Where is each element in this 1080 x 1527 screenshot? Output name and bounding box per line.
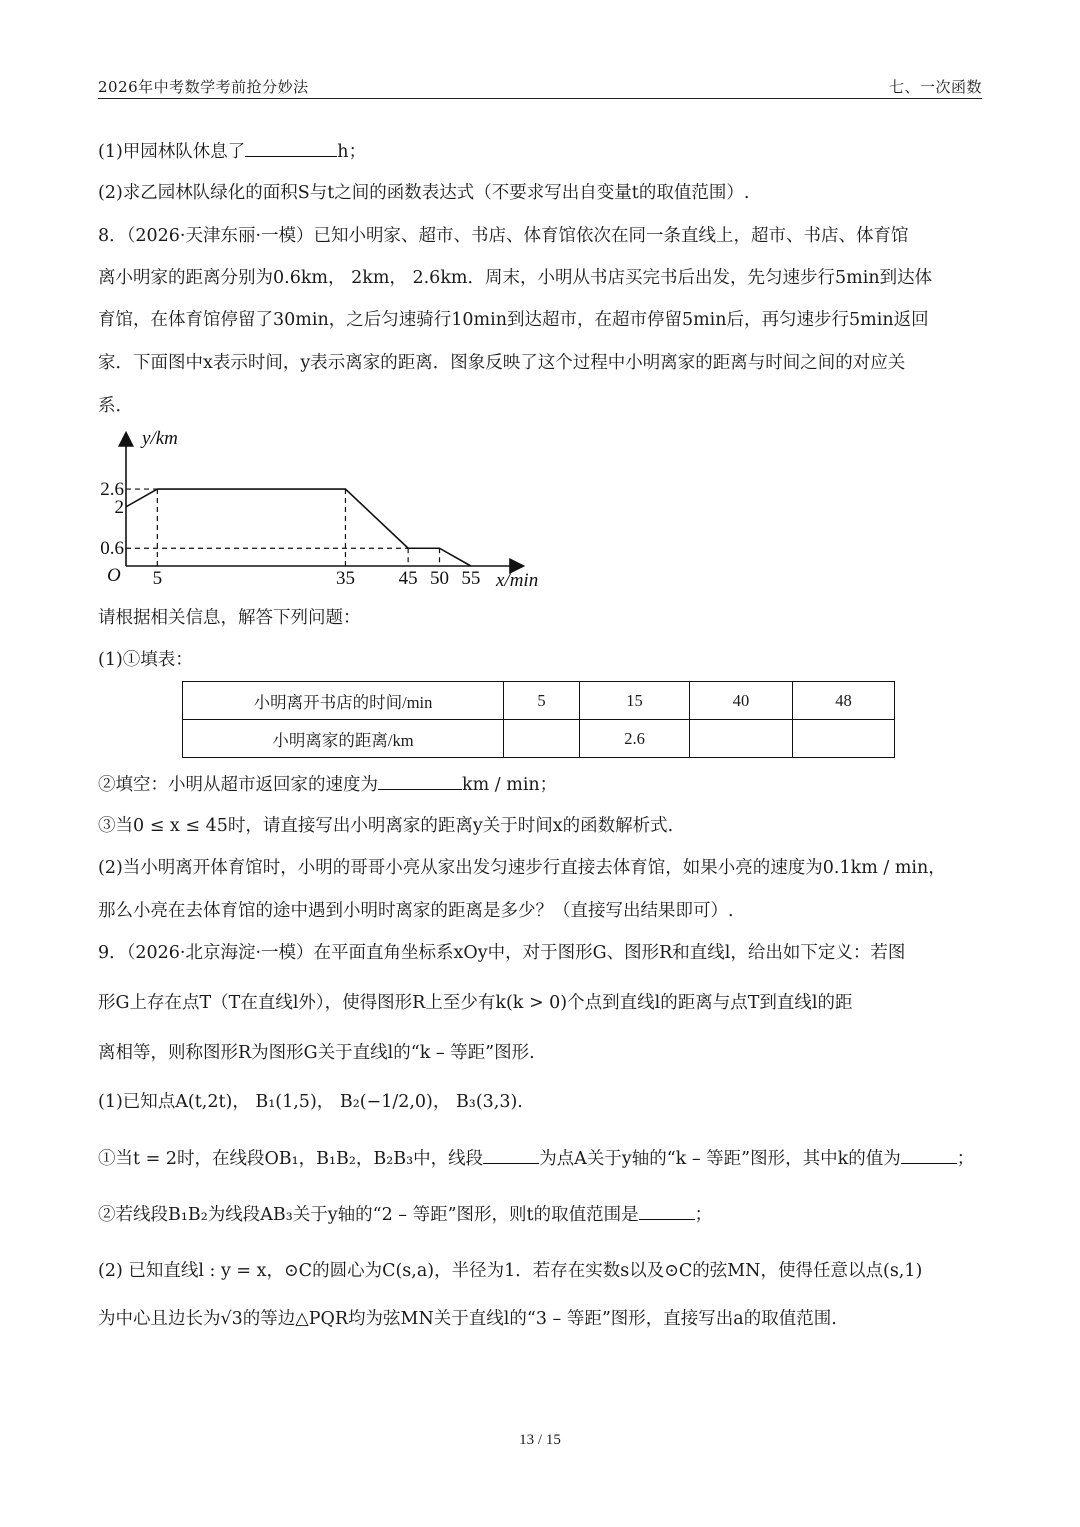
q9-stem-line1: 9．（2026·北京海淀·一模）在平面直角坐标系xOy中，对于图形G、图形R和直线l，给出如下定义：若图 <box>98 943 906 963</box>
table-cell: 40 <box>690 682 793 720</box>
x-tick-label: 55 <box>461 568 481 589</box>
q8-stem-line5: 系． <box>98 396 133 416</box>
y-tick-label: 0.6 <box>100 538 124 560</box>
answer-blank[interactable] <box>639 1201 695 1220</box>
q9-part1: (1)已知点A(t,2t)， B₁(1,5)， B₂(−1/2,0)， B₃(3,3). <box>98 1092 523 1112</box>
y-tick-label: 2.6 <box>100 479 124 501</box>
q8-sub3: ③当0 ≤ x ≤ 45时，请直接写出小明离家的距离y关于时间x的函数解析式. <box>98 816 674 836</box>
page-header <box>98 74 982 99</box>
table-answer-cell[interactable] <box>690 720 793 758</box>
q8-prompt: 请根据相关信息，解答下列问题： <box>98 608 361 628</box>
q7-part2: (2)求乙园林队绿化的面积S与t之间的函数表达式（不要求写出自变量t的取值范围）. <box>98 183 750 203</box>
q7-part1: (1)甲园林队休息了 h； <box>98 138 988 164</box>
q9-sub1: ①当t = 2时，在线段OB₁，B₁B₂，B₂B₃中，线段 为点A关于y轴的“k – 等距”图形，其中k的值为 ； <box>98 1145 988 1171</box>
q8-stem-line1: 8．（2026·天津东丽·一模）已知小明家、超市、书店、体育馆依次在同一条直线上，超市、书店、体育馆 <box>98 226 909 246</box>
q9-stem-line2: 形G上存在点T（T在直线l外），使得图形R上至少有k(k > 0)个点到直线l的距离与点T到直线l的距 <box>98 993 853 1013</box>
page-number: 13 / 15 <box>519 1432 561 1448</box>
fill-in-table <box>182 681 895 758</box>
table-row <box>183 682 895 720</box>
answer-blank[interactable] <box>245 138 337 157</box>
table-answer-cell[interactable] <box>793 720 895 758</box>
x-tick-label: 5 <box>152 568 163 589</box>
origin-label: O <box>107 565 121 586</box>
q8-stem-line4: 家．下面图中x表示时间，y表示离家的距离．图象反映了这个过程中小明离家的距离与时间之间的对应关 <box>98 353 906 373</box>
table-cell: 48 <box>793 682 895 720</box>
row-header-time: 小明离开书店的时间/min <box>183 682 504 720</box>
q8-stem-line2: 离小明家的距离分别为0.6km， 2km， 2.6km．周末，小明从书店买完书后出发，先匀速步行5min到达体 <box>98 268 933 288</box>
distance-series-line <box>126 489 471 566</box>
x-tick-label: 50 <box>430 568 449 589</box>
q8-stem-line3: 育馆，在体育馆停留了30min，之后匀速骑行10min到达超市，在超市停留5min后，再匀速步行5min返回 <box>98 310 929 330</box>
q9-part2-line2: 为中心且边长为√3的等边△PQR均为弦MN关于直线l的“3 – 等距”图形，直接写出a的取值范围. <box>98 1309 837 1329</box>
y-axis-label: y/km <box>142 428 178 449</box>
q9-sub2: ②若线段B₁B₂为线段AB₃关于y轴的“2 – 等距”图形，则t的取值范围是 ； <box>98 1201 988 1227</box>
header-doc-title: 2026年中考数学考前抢分妙法 <box>98 78 309 96</box>
x-axis-label: x/min <box>496 570 539 591</box>
x-tick-label: 45 <box>398 568 418 589</box>
q8-sub1: (1)①填表： <box>98 650 193 670</box>
answer-blank[interactable] <box>901 1145 957 1164</box>
row-header-distance: 小明离家的距离/km <box>183 720 504 758</box>
distance-time-chart <box>96 424 566 596</box>
table-cell: 5 <box>504 682 580 720</box>
table-row <box>183 720 895 758</box>
header-section-title: 七、一次函数 <box>888 78 982 96</box>
table-answer-cell[interactable] <box>504 720 580 758</box>
q9-part2-line1: (2) 已知直线l : y = x，⊙C的圆心为C(s,a)，半径为1．若存在实数s以及⊙C的弦MN，使得任意以点(s,1) <box>98 1261 923 1281</box>
q9-stem-line3: 离相等，则称图形R为图形G关于直线l的“k – 等距”图形. <box>98 1043 535 1063</box>
q8-sub2: ②填空：小明从超市返回家的速度为 km / min； <box>98 771 988 797</box>
q8-part2-line2: 那么小亮在去体育馆的途中遇到小明时离家的距离是多少？（直接写出结果即可）. <box>98 901 734 921</box>
table-cell: 2.6 <box>580 720 690 758</box>
table-cell: 15 <box>580 682 690 720</box>
answer-blank[interactable] <box>483 1145 539 1164</box>
x-tick-label: 35 <box>335 568 355 589</box>
y-tick-label: 2 <box>114 496 124 518</box>
answer-blank[interactable] <box>378 771 462 790</box>
q8-part2-line1: (2)当小明离开体育馆时，小明的哥哥小亮从家出发匀速步行直接去体育馆，如果小亮的速度为0.1km / min， <box>98 858 946 878</box>
